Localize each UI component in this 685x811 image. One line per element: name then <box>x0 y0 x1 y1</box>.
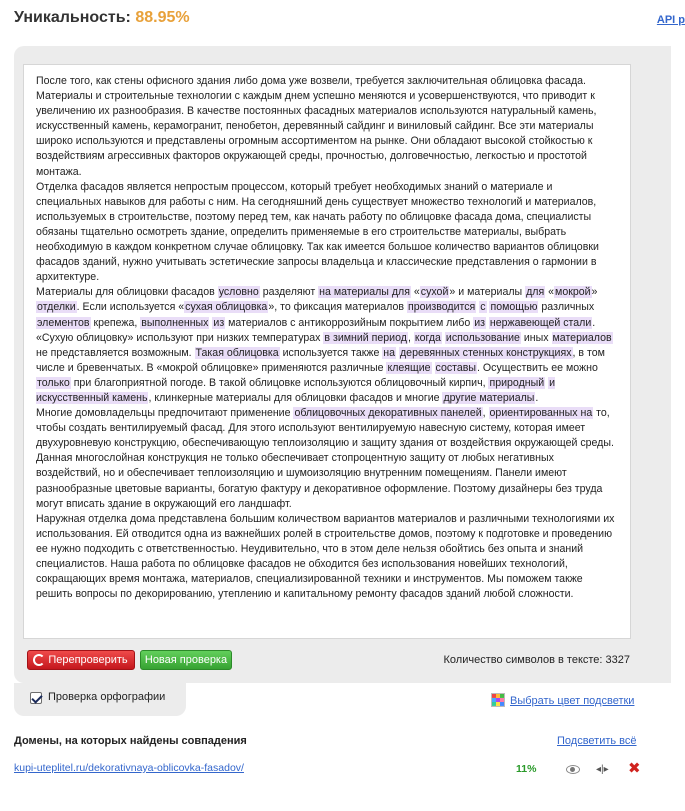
matched-fragment: составы <box>435 361 477 374</box>
matched-fragment: мокрой <box>555 286 591 299</box>
matched-fragment: для <box>526 286 545 299</box>
uniqueness-header <box>14 9 685 31</box>
refresh-icon <box>33 654 45 666</box>
matched-fragment: выполненных <box>141 316 209 329</box>
matched-fragment: когда <box>414 331 441 344</box>
text-fragment: Многие домовладельцы предпочитают применение <box>36 407 294 420</box>
checked-text-box[interactable] <box>23 64 631 639</box>
text-paragraph <box>36 180 619 286</box>
spellcheck-checkbox[interactable] <box>30 692 42 704</box>
api-link[interactable]: API р <box>656 14 685 26</box>
matched-fragment: из <box>213 316 225 329</box>
highlight-all-link[interactable]: Подсветить всё <box>557 735 637 747</box>
text-fragment: . «Сухую облицовку» используют при низких температурах <box>36 316 596 344</box>
text-paragraph <box>36 74 619 180</box>
matched-fragment: только <box>37 376 70 389</box>
text-fragment: используется также <box>279 346 383 359</box>
new-check-button[interactable] <box>140 650 232 670</box>
text-fragment: » и материалы <box>449 286 526 299</box>
text-fragment: Материалы для облицовки фасадов <box>36 286 218 299</box>
uniqueness-label: Уникальность: <box>14 9 131 26</box>
highlight-color-link[interactable] <box>491 693 634 707</box>
matched-fragment: природный <box>489 376 545 389</box>
domains-title: Домены, на которых найдены совпадения <box>14 735 247 747</box>
text-fragment: Наружная отделка дома представлена большим количеством вариантов материалов и различными технологиями их использования. Ей отводится одна из важнейших ролей в строительстве домов, поэтому к подготовке и проведению ее нужно подходить с ответственностью. Неудивительно, что в этом деле нельзя обойтись без опыта и знаний специалистов. Наша работа по облицовке фасадов не обходится без использования новейших технологий, сокращающих время монтажа, материалов, специализированной техники и инструментов. Мы поможем также решить вопросы по декорированию, утеплению и капитальному ремонту фасадов зданий любой сложности. <box>36 512 615 601</box>
text-fragment: . Если используется « <box>76 301 185 314</box>
text-fragment: . Осуществить ее можно <box>477 361 598 374</box>
text-fragment: » <box>591 286 598 299</box>
text-fragment: « <box>410 286 420 299</box>
text-fragment: то, чтобы создать вентилируемый фасад. Для этого используют вентилируемую навесную систему, которая имеет двухуровневую конструкцию, обеспечивающую теплоизоляцию и защиту здания от воздействия окружающей среды. Данная многослойная конструкция не только обеспечивает стопроцентную защиту от любых негативных воздействий, но и обеспечивает теплоизоляцию и шумоизоляцию внутренним помещениям. Панели имеют разнообразные цветовые варианты, богатую фактуру и декоративное оформление. Поэтому дизайнеры без труда могут вписать здание в окружающий его ландшафт. <box>36 407 614 510</box>
text-fragment: разделяют <box>259 286 319 299</box>
matched-fragment: помощью <box>490 301 538 314</box>
eye-icon[interactable] <box>566 765 580 774</box>
text-fragment: , клинкерные материалы для облицовки фасадов и многие <box>148 391 443 404</box>
palette-icon <box>491 693 505 707</box>
spellcheck-panel <box>14 683 186 716</box>
spellcheck-label[interactable]: Проверка орфографии <box>48 691 166 703</box>
text-fragment: материалов с антикоррозийным покрытием либо <box>225 316 474 329</box>
match-url[interactable]: kupi-uteplitel.ru/dekorativnaya-oblicovka-fasadov/ <box>14 762 244 774</box>
match-row <box>14 762 671 778</box>
recheck-button-label: Перепроверить <box>48 654 128 666</box>
matched-fragment: элементов <box>37 316 90 329</box>
matched-fragment: нержавеющей стали <box>489 316 592 329</box>
recheck-button[interactable] <box>27 650 135 670</box>
text-fragment: После того, как стены офисного здания либо дома уже возвели, требуется заключительная облицовка фасада. Материалы и строительные технологии с каждым днем успешно меняются и усовершенствуются, что приводит к увеличению их разнообразия. В качестве постоянных фасадных материалов используются натуральный камень, искусственный камень, керамогранит, пенобетон, деревянный сайдинг и виниловый сайдинг. Все эти материалы широко используются и представлены огромным ассортиментом на рынке. Они обладают высокой стойкостью к воздействиям агрессивных факторов окружающей среды, прочностью, долговечностью, легкостью и простотой монтажа. <box>36 75 597 178</box>
text-fragment: , <box>407 331 414 344</box>
compare-icon[interactable]: ◂|▸ <box>596 764 609 775</box>
matched-fragment: клеящие <box>387 361 431 374</box>
new-check-button-label: Новая проверка <box>144 654 228 666</box>
text-fragment: , в том числе и бревенчатых. В «мокрой облицовке» применяются различные <box>36 346 605 374</box>
highlight-color-label: Выбрать цвет подсветки <box>510 695 635 707</box>
text-fragment: различных <box>538 301 595 314</box>
text-fragment: иных <box>520 331 552 344</box>
matched-fragment: из <box>474 316 485 329</box>
matched-fragment: на материалы для <box>319 286 410 299</box>
checked-text <box>24 65 630 602</box>
matched-fragment: материалов <box>552 331 612 344</box>
matched-fragment: ориентированных на <box>489 407 593 420</box>
matched-fragment: отделки <box>37 301 76 314</box>
delete-icon[interactable]: ✖ <box>628 760 641 777</box>
matched-fragment: на <box>383 346 396 359</box>
matched-fragment: использование <box>445 331 520 344</box>
matched-fragment: облицовочных декоративных панелей <box>294 407 482 420</box>
matched-fragment: производится <box>407 301 476 314</box>
text-paragraph <box>36 512 619 603</box>
text-fragment: не представляется возможным. <box>36 346 195 359</box>
matched-fragment: и искусственный камень <box>36 376 556 404</box>
text-fragment: », то фиксация материалов <box>268 301 407 314</box>
text-fragment: . <box>535 391 539 404</box>
text-paragraph <box>36 406 619 512</box>
matched-fragment: другие материалы <box>443 391 535 404</box>
match-percent: 11% <box>516 763 537 775</box>
matched-fragment: условно <box>218 286 259 299</box>
text-fragment: Отделка фасадов является непростым процессом, который требует необходимых знаний о материале и специальных навыков для работы с ним. На сегодняшний день существует множество технологий и материалов, используемых в строительстве, поэтому перед тем, как начать работу по облицовке фасада дома, специалисты обязаны тщательно осмотреть здание, определить применяемые в его строительстве материалы, выбрать необходимую в каждом конкретном случае облицовку. Так как имеется большое количество вариантов облицовки фасадов зданий, нужно учитывать эстетические запросы владельца и классические представления о гармонии в архитектуре. <box>36 180 599 284</box>
matched-fragment: в зимний период <box>324 331 407 344</box>
matched-fragment: Такая облицовка <box>195 346 279 359</box>
text-fragment: , <box>482 407 489 420</box>
uniqueness-value: 88.95% <box>135 9 190 26</box>
matched-fragment: сухая облицовка <box>185 301 268 314</box>
matched-fragment: с <box>480 301 486 314</box>
text-fragment: крепежа, <box>90 316 141 329</box>
char-count: Количество символов в тексте: 3327 <box>443 654 630 666</box>
matched-fragment: деревянных стенных конструкциях <box>400 346 572 359</box>
text-paragraph <box>36 285 619 406</box>
matched-fragment: сухой <box>420 286 449 299</box>
text-fragment: « <box>545 286 555 299</box>
text-fragment: при благоприятной погоде. В такой облицовке используются облицовочный кирпич, <box>70 376 489 389</box>
